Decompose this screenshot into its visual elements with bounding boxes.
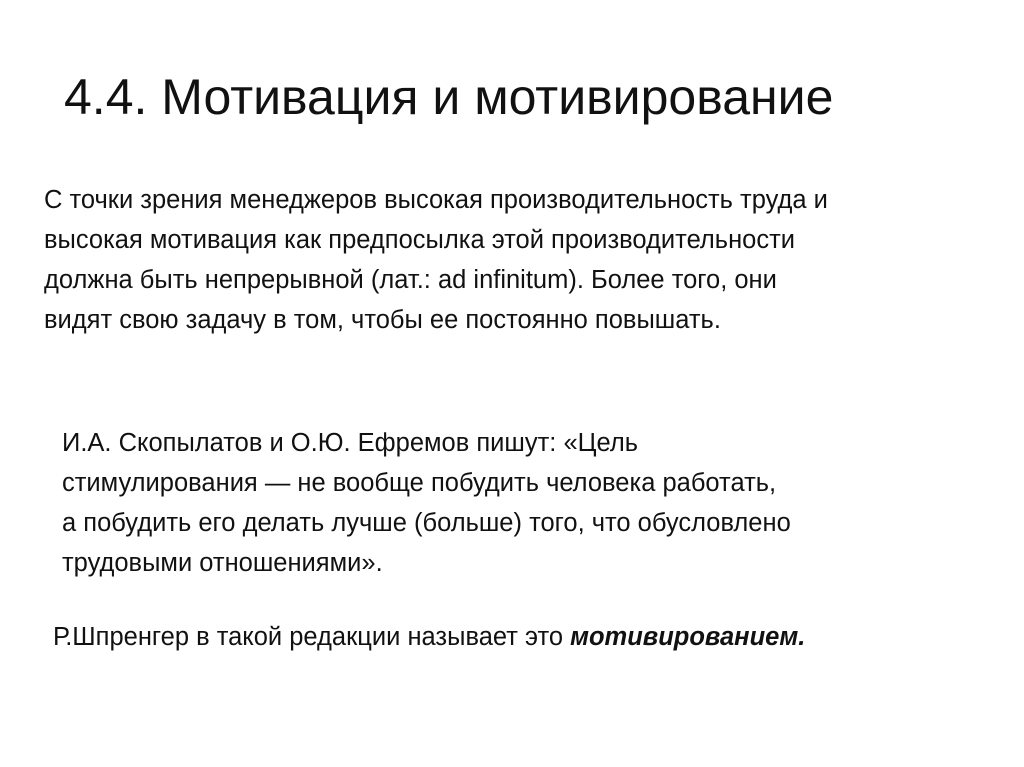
quote-line: И.А. Скопылатов и О.Ю. Ефремов пишут: «Цель [62,429,639,457]
quote-line: стимулирования — не вообще побудить человека работать, [62,469,777,497]
sprenger-text: Р.Шпренгер в такой редакции называет это [53,623,571,651]
paragraph-line: С точки зрения менеджеров высокая производительность труда и [44,186,828,214]
paragraph-line: должна быть непрерывной (лат.: ad infinitum). Более того, они [44,266,777,294]
paragraph-sprenger [53,617,1013,657]
emphasis-term: мотивированием. [570,623,806,651]
paragraph-line: видят свою задачу в том, чтобы ее постоянно повышать. [44,306,721,334]
paragraph-quote [62,423,992,583]
quote-line: а побудить его делать лучше (больше) того, что обусловлено [62,509,791,537]
paragraph-managers-view [44,180,1019,340]
paragraph-line: высокая мотивация как предпосылка этой производительности [44,226,796,254]
quote-line: трудовыми отношениями». [62,549,383,577]
slide-title: 4.4. Мотивация и мотивирование [64,69,834,125]
